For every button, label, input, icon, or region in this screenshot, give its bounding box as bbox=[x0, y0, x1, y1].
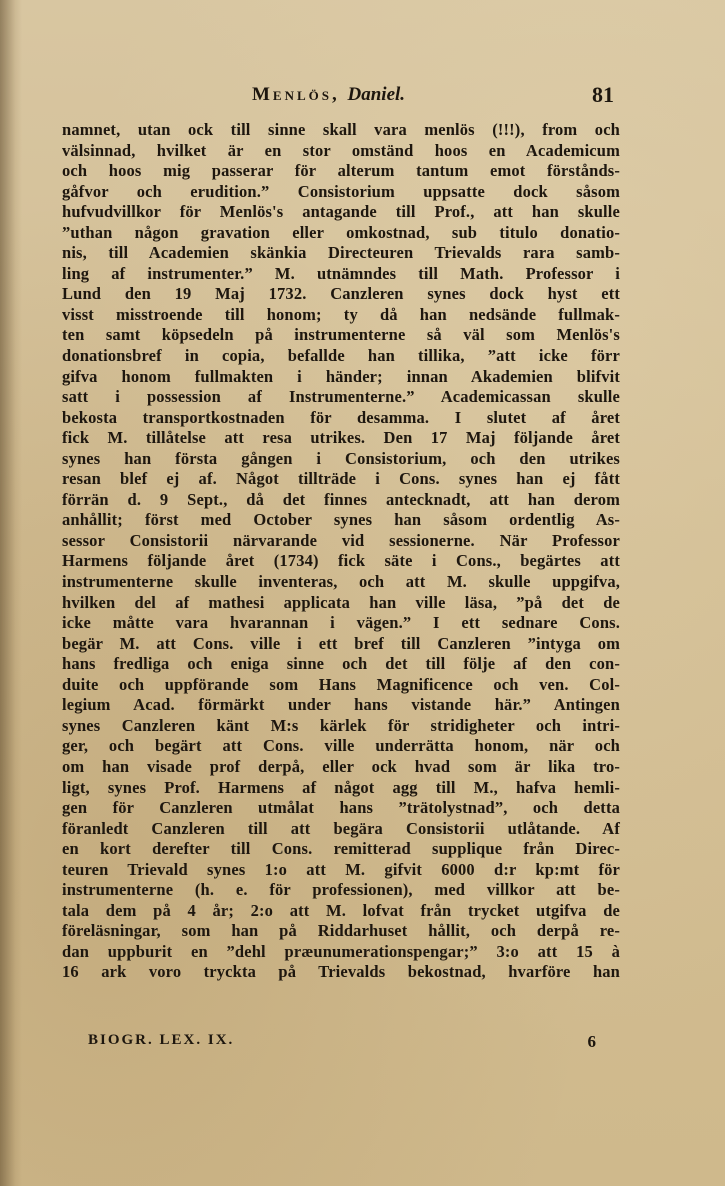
running-title-forename: Daniel. bbox=[347, 84, 406, 105]
text-line: bekosta transportkostnaden för desamma. I slutet af året bbox=[62, 407, 620, 427]
text-line: visst misstroende till honom; ty då han nedsände fullmak- bbox=[62, 304, 620, 324]
page-footer bbox=[88, 1032, 596, 1058]
running-title-name: Menlös, bbox=[252, 84, 340, 105]
page-number: 81 bbox=[592, 82, 614, 107]
text-line: legium Acad. förmärkt under hans vistande här.” Antingen bbox=[62, 695, 620, 715]
running-title bbox=[252, 84, 405, 106]
text-line: synes Canzleren känt M:s kärlek för stridigheter och intri- bbox=[62, 715, 620, 735]
text-line: synes han första gången i Consistorium, och den utrikes bbox=[62, 448, 620, 468]
text-line: hufvudvillkor för Menlös's antagande till Prof., att han skulle bbox=[62, 202, 620, 222]
body-text bbox=[62, 120, 620, 983]
text-line: begär M. att Cons. ville i ett bref till Canzleren ”intyga om bbox=[62, 633, 620, 653]
text-line: icke måtte vara hvarannan i vägen.” I ett sednare Cons. bbox=[62, 613, 620, 633]
text-line: förrän d. 9 Sept., då det finnes antecknadt, att han derom bbox=[62, 489, 620, 509]
text-line: donationsbref in copia, befallde han tillika, ”att icke förr bbox=[62, 346, 620, 366]
text-line: gifva honom fullmakten i händer; innan Akademien blifvit bbox=[62, 366, 620, 386]
text-line: välsinnad, hvilket är en stor omständ hoos en Academicum bbox=[62, 140, 620, 160]
text-line: ling af instrumenter.” M. utnämndes till Math. Professor i bbox=[62, 263, 620, 283]
text-line: ligt, synes Prof. Harmens af något agg till M., hafva hemli- bbox=[62, 777, 620, 797]
text-line: gen för Canzleren utmålat hans ”trätolystnad”, och detta bbox=[62, 798, 620, 818]
text-line: anhållit; först med October synes han såsom ordentlig As- bbox=[62, 510, 620, 530]
text-line: instrumenterne (h. e. för professionen), med villkor att be- bbox=[62, 880, 620, 900]
text-line: föreläsningar, som han på Riddarhuset hållit, och derpå re- bbox=[62, 921, 620, 941]
text-line: instrumenterne skulle inventeras, och att M. skulle uppgifva, bbox=[62, 572, 620, 592]
signature-mark: BIOGR. LEX. IX. bbox=[88, 1032, 235, 1048]
text-line: fick M. tillåtelse att resa utrikes. Den 17 Maj följande året bbox=[62, 428, 620, 448]
text-line: sessor Consistorii närvarande vid sessionerne. När Professor bbox=[62, 530, 620, 550]
text-line: dan uppburit en ”dehl præunumerationspengar;” 3:o att 15 à bbox=[62, 941, 620, 961]
text-line: om han visade prof derpå, eller ock hvad som är lika tro- bbox=[62, 756, 620, 776]
text-line: hans fredliga och eniga sinne och det till följe af den con- bbox=[62, 654, 620, 674]
text-line: gåfvor och erudition.” Consistorium uppsatte dock såsom bbox=[62, 181, 620, 201]
text-line: Harmens följande året (1734) fick säte i Cons., begärtes att bbox=[62, 551, 620, 571]
text-line: resan blef ej af. Något tillträde i Cons. synes han ej fått bbox=[62, 469, 620, 489]
signature-number: 6 bbox=[587, 1032, 596, 1051]
text-line: nis, till Academien skänkia Directeuren Trievalds rara samb- bbox=[62, 243, 620, 263]
text-line: föranledt Canzleren till att begära Consistorii utlåtande. Af bbox=[62, 818, 620, 838]
text-line: tala dem på 4 år; 2:o att M. lofvat från trycket utgifva de bbox=[62, 900, 620, 920]
text-line: Lund den 19 Maj 1732. Canzleren synes dock hyst ett bbox=[62, 284, 620, 304]
text-line: 16 ark voro tryckta på Trievalds bekostnad, hvarföre han bbox=[62, 962, 620, 982]
text-line: en kort derefter till Cons. remitterad supplique från Direc- bbox=[62, 839, 620, 859]
text-line: ger, och begärt att Cons. ville underrätta honom, när och bbox=[62, 736, 620, 756]
running-head bbox=[62, 82, 614, 112]
text-line: och hoos mig passerar för alterum tantum emot förstånds- bbox=[62, 161, 620, 181]
text-line: teuren Trievald synes 1:o att M. gifvit 6000 d:r kp:mt för bbox=[62, 859, 620, 879]
text-line: duite och uppförande som Hans Magnificence och ven. Col- bbox=[62, 674, 620, 694]
text-line: ten samt köpsedeln på instrumenterne så väl som Menlös's bbox=[62, 325, 620, 345]
text-line: hvilken del af mathesi applicata han ville läsa, ”på det de bbox=[62, 592, 620, 612]
spine-shadow bbox=[0, 0, 22, 1186]
text-line: namnet, utan ock till sinne skall vara menlös (!!!), from och bbox=[62, 120, 620, 139]
text-line: ”uthan någon gravation eller omkostnad, sub titulo donatio- bbox=[62, 222, 620, 242]
text-line: satt i possession af Instrumenterne.” Academicassan skulle bbox=[62, 387, 620, 407]
